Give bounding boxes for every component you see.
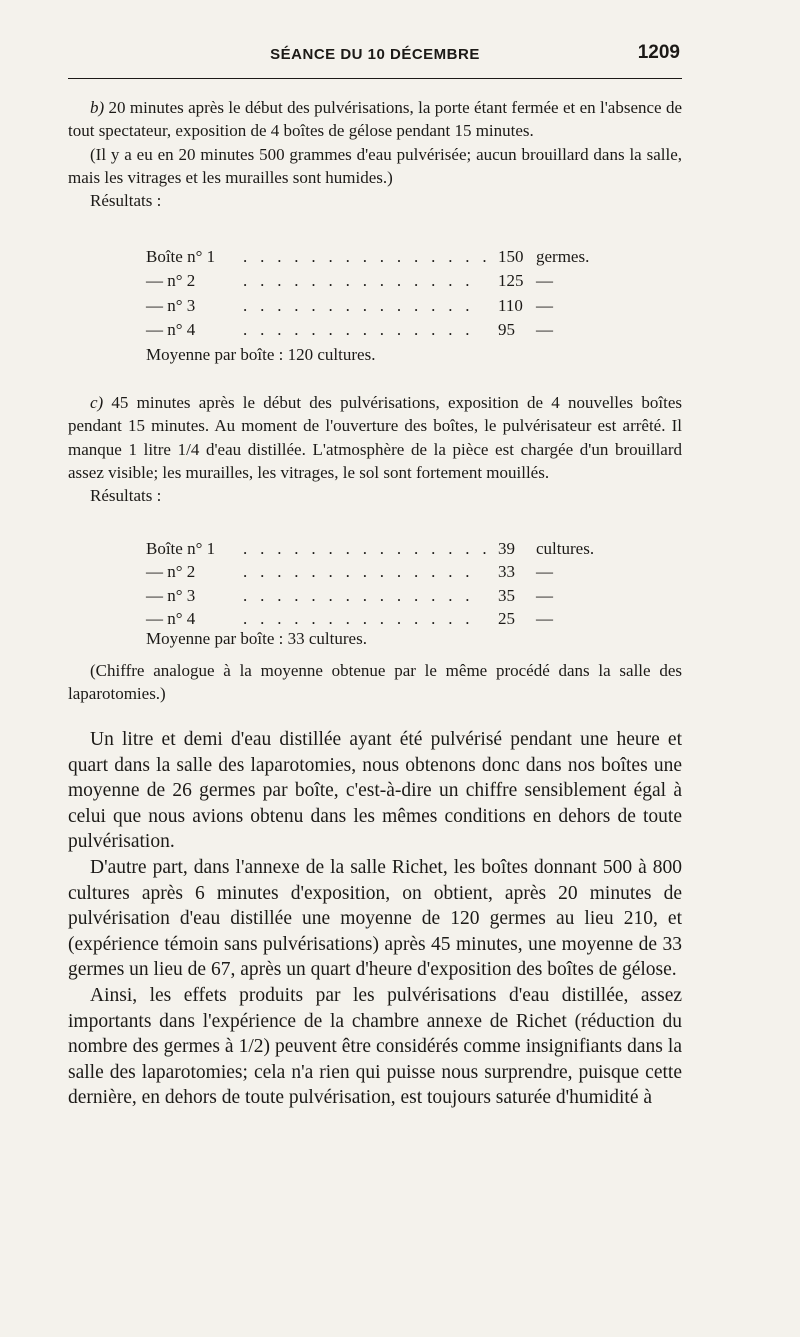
row-label: — n° 4 (146, 608, 196, 628)
row-unit: germes. (536, 247, 590, 266)
section-b-letter: b) (90, 98, 105, 117)
section-b-results-label: Résultats : (90, 191, 162, 211)
page-number: 1209 (637, 42, 680, 63)
table-row (68, 584, 682, 607)
table-row (68, 269, 682, 292)
row-unit: cultures. (536, 539, 595, 558)
row-unit: — (536, 295, 553, 315)
table-row (68, 560, 682, 583)
section-b-note: (Il y a eu en 20 minutes 500 grammes d'eau pulvérisée; aucun brouillard dans la salle, mais les vitrages et les murailles sont humides.) (68, 144, 682, 187)
row-unit: — (536, 585, 553, 605)
section-b-results-table (68, 245, 682, 342)
table-row (68, 537, 682, 560)
row-label: Boîte n° 1 (146, 247, 216, 266)
row-value: 150 (498, 247, 524, 266)
running-title: SÉANCE DU 10 DÉCEMBRE (270, 46, 480, 63)
row-label: — n° 4 (146, 320, 196, 340)
row-value: 125 (498, 271, 524, 291)
row-label: — n° 2 (146, 271, 196, 291)
section-c-text: 45 minutes après le début des pulvérisations, exposition de 4 nouvelles boîtes pendant 15 minutes. Au moment de l'ouverture des boîtes, le pulvérisateur est arrêté. Il manque 1 litre 1/4 d'eau distillée. L'atmosphère de la pièce est chargée d'un brouillard assez visible; les murailles, les vitrages, le sol sont fortement mouillés. (68, 393, 682, 482)
row-value: 110 (498, 295, 523, 315)
section-c-paragraph (68, 391, 682, 507)
section-c-results-table (68, 537, 682, 630)
row-unit: — (536, 562, 553, 582)
row-label: — n° 3 (146, 295, 196, 315)
row-unit: — (536, 271, 553, 291)
row-unit: — (536, 608, 553, 628)
section-b-paragraph (68, 96, 682, 212)
section-b-text: 20 minutes après le début des pulvérisations, la porte étant fermée et en l'absence de tout spectateur, exposition de 4 boîtes de gélose pendant 15 minutes. (68, 98, 682, 141)
row-label: — n° 2 (146, 562, 196, 582)
table-row (68, 245, 682, 268)
row-leader: . . . . . . . . . . . . . . (243, 295, 474, 315)
row-leader: . . . . . . . . . . . . . . . (243, 247, 491, 266)
row-value: 35 (498, 585, 515, 605)
section-c-mean: Moyenne par boîte : 33 cultures. (146, 629, 367, 648)
row-leader: . . . . . . . . . . . . . . (243, 320, 474, 340)
row-value: 95 (498, 320, 515, 340)
row-leader: . . . . . . . . . . . . . . (243, 585, 474, 605)
row-label: Boîte n° 1 (146, 539, 216, 558)
section-c-letter: c) (90, 393, 104, 412)
row-value: 33 (498, 562, 515, 582)
row-value: 39 (498, 539, 515, 558)
header-rule (68, 78, 682, 79)
body-paragraph-2: D'autre part, dans l'annexe de la salle Richet, les boîtes donnant 500 à 800 cultures après 6 minutes d'exposition, on obtient, après 20 minutes de pulvérisation d'eau distillée une moyenne de 120 germes au lieu 210, et (expérience témoin sans pulvérisations) après 45 minutes, une moyenne de 33 germes un lieu de 67, après un quart d'heure d'exposition des boîtes de gélose. (68, 856, 682, 981)
row-value: 25 (498, 608, 515, 628)
page-header (68, 40, 682, 70)
row-leader: . . . . . . . . . . . . . . (243, 271, 474, 291)
body-paragraph-3: Ainsi, les effets produits par les pulvérisations d'eau distillée, assez importants dans l'expérience de la chambre annexe de Richet (réduction du nombre des germes à 1/2) peuvent être considérés comme insignifiants dans la salle des laparotomies; cela n'a rien qui puisse nous surprendre, puisque cette dernière, en dehors de toute pulvérisation, est toujours saturée d'humidité à (68, 984, 682, 1109)
table-row (68, 294, 682, 317)
section-b-mean: Moyenne par boîte : 120 cultures. (146, 345, 376, 364)
row-leader: . . . . . . . . . . . . . . (243, 562, 474, 582)
section-c-results-label: Résultats : (90, 486, 162, 506)
table-row (68, 318, 682, 341)
body-text (68, 727, 682, 1111)
row-unit: — (536, 320, 553, 340)
row-leader: . . . . . . . . . . . . . . (243, 608, 474, 628)
section-c-note-text: (Chiffre analogue à la moyenne obtenue par le même procédé dans la salle des laparotomies.) (68, 661, 682, 704)
body-paragraph-1: Un litre et demi d'eau distillée ayant été pulvérisé pendant une heure et quart dans la salle des laparotomies, nous obtenons donc dans nos boîtes une moyenne de 26 germes par boîte, c'est-à-dire un chiffre sensiblement égal à celui que nous avions obtenu dans les mêmes conditions en dehors de toute pulvérisation. (68, 729, 682, 853)
row-leader: . . . . . . . . . . . . . . . (243, 539, 491, 558)
row-label: — n° 3 (146, 585, 196, 605)
section-c-note (68, 659, 682, 706)
